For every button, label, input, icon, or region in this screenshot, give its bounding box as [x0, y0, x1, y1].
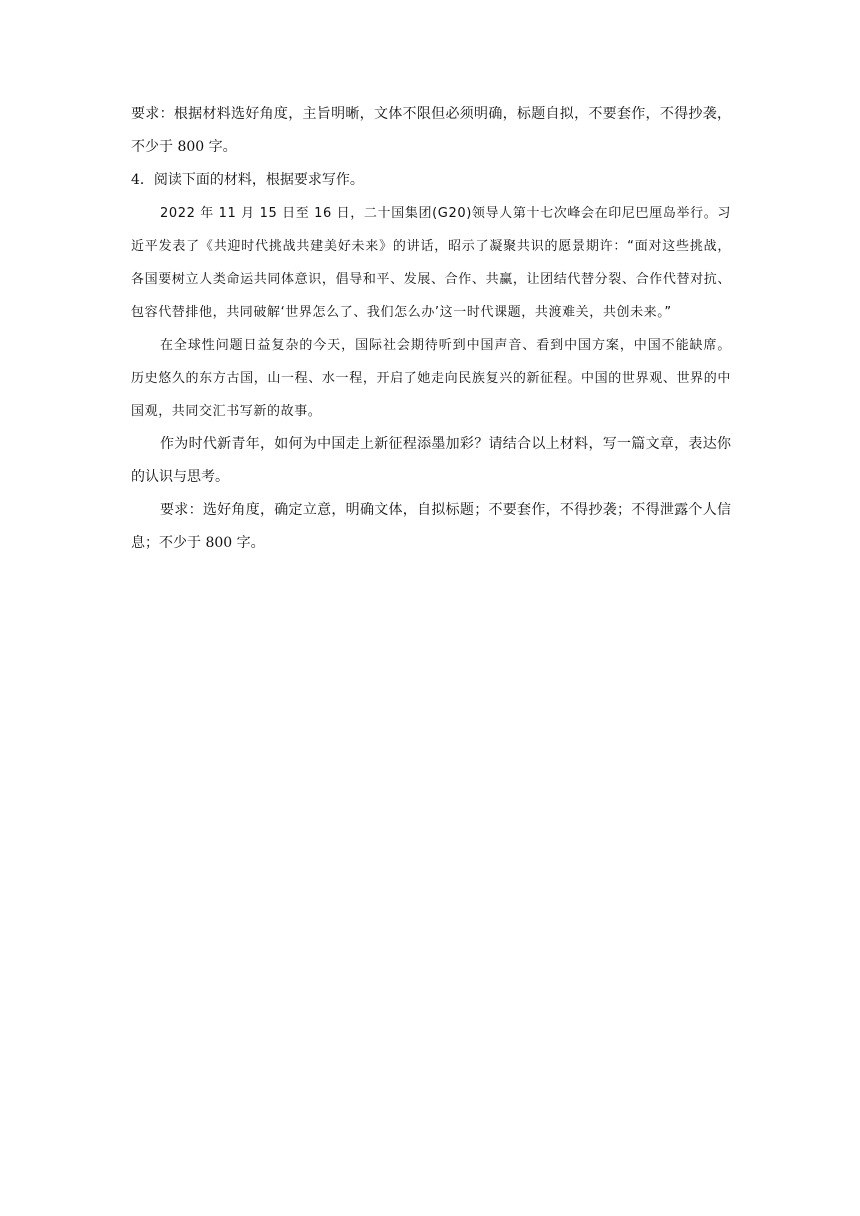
- question-4-instruction: 4．阅读下面的材料，根据要求写作。: [131, 172, 364, 188]
- document-body: [131, 98, 731, 560]
- writing-prompt: 作为时代新青年，如何为中国走上新征程添墨加彩？请结合以上材料，写一篇文章，表达你的认识与思考。: [131, 436, 731, 485]
- material-paragraph-g20: 2022 年 11 月 15 日至 16 日，二十国集团(G20)领导人第十七次峰会在印尼巴厘岛举行。习近平发表了《共迎时代挑战共建美好未来》的讲话，昭示了凝聚共识的愿景期许：“面对这些挑战，各国要树立人类命运共同体意识，倡导和平、发展、合作、共赢，让团结代替分裂、合作代替对抗、包容代替排他，共同破解‘世界怎么了、我们怎么办’这一时代课题，共渡难关，共创未来。”: [131, 206, 731, 320]
- question-4-requirements: 要求：选好角度，确定立意，明确文体，自拟标题；不要套作，不得抄袭；不得泄露个人信息；不少于 800 字。: [131, 502, 731, 551]
- material-paragraph-china-voice: 在全球性问题日益复杂的今天，国际社会期待听到中国声音、看到中国方案，中国不能缺席。历史悠久的东方古国，山一程、水一程，开启了她走向民族复兴的新征程。中国的世界观、世界的中国观，共同交汇书写新的故事。: [131, 338, 731, 419]
- previous-question-requirements: 要求：根据材料选好角度，主旨明晰，文体不限但必须明确，标题自拟，不要套作，不得抄袭，不少于 800 字。: [131, 106, 731, 155]
